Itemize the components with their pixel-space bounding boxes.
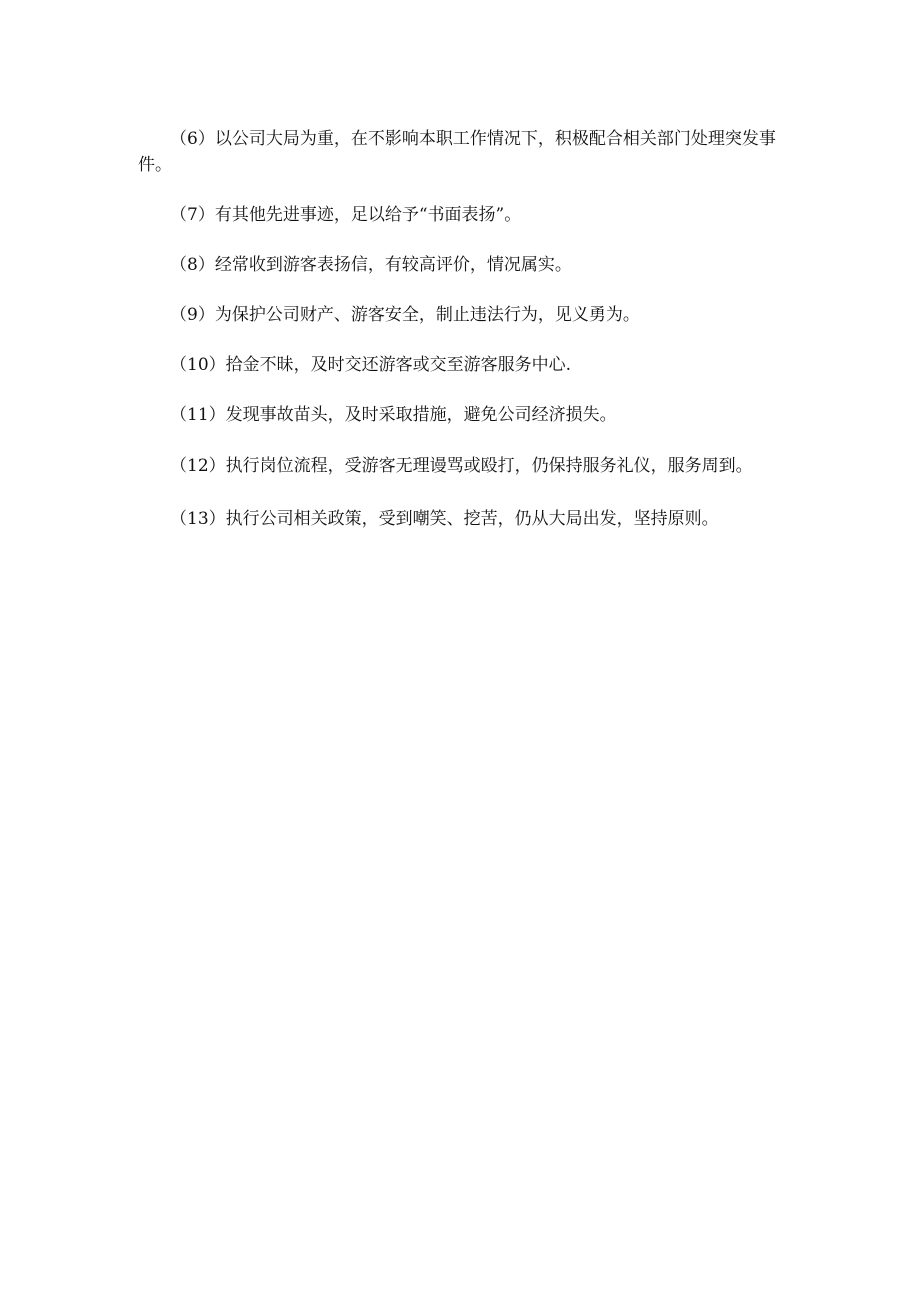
paragraph-item-7: （7）有其他先进事迹，足以给予“书面表扬”。 [170, 205, 522, 225]
paragraph-item-9: （9）为保护公司财产、游客安全，制止违法行为，见义勇为。 [170, 305, 640, 325]
paragraph-item-6: （6）以公司大局为重，在不影响本职工作情况下，积极配合相关部门处理突发事件。 [138, 129, 776, 175]
paragraph-item-11: （11）发现事故苗头，及时采取措施，避免公司经济损失。 [170, 405, 617, 425]
document-body [138, 126, 788, 532]
paragraph-item-12: （12）执行岗位流程，受游客无理谩骂或殴打，仍保持服务礼仪，服务周到。 [170, 456, 753, 476]
paragraph-item-10: （10）拾金不昧，及时交还游客或交至游客服务中心. [170, 355, 572, 375]
paragraph-item-13: （13）执行公司相关政策，受到嘲笑、挖苦，仍从大局出发，坚持原则。 [170, 509, 719, 529]
paragraph-item-8: （8）经常收到游客表扬信，有较高评价，情况属实。 [170, 255, 572, 275]
